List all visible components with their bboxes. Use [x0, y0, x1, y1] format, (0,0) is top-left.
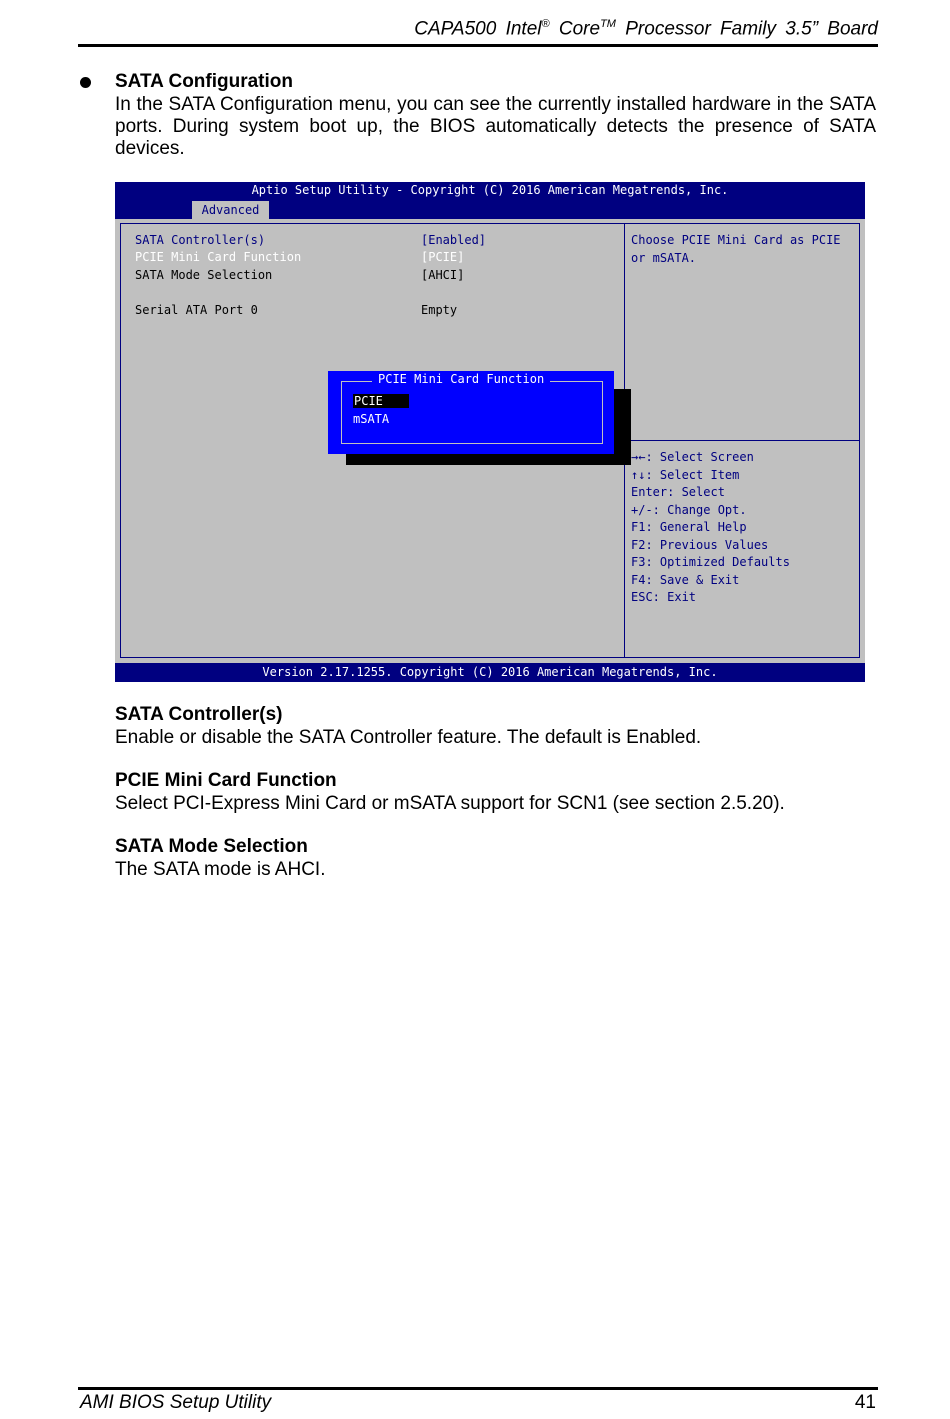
popup-option-msata[interactable]: mSATA: [353, 412, 390, 426]
header-product: Processor Family 3.5” Board: [615, 18, 878, 40]
key-change-opt: +/-: Change Opt.: [631, 502, 747, 517]
item-serial-ata-port-value: Empty: [421, 303, 458, 317]
bullet-icon: [80, 77, 91, 88]
desc-text-sata-mode: The SATA mode is AHCI.: [115, 859, 326, 880]
registered-mark: ®: [541, 18, 550, 30]
popup-title: PCIE Mini Card Function: [372, 372, 550, 386]
desc-text-pcie-mini-card: Select PCI-Express Mini Card or mSATA support for SCN1 (see section 2.5.20).: [115, 793, 785, 814]
key-f1: F1: General Help: [631, 520, 747, 534]
header-rule: [78, 44, 878, 47]
key-select-item: ↑↓: Select Item: [631, 467, 740, 482]
bios-title: Aptio Setup Utility - Copyright (C) 2016 American Megatrends, Inc.: [251, 183, 729, 197]
key-esc: ESC: Exit: [631, 590, 697, 604]
header-core: Core: [549, 18, 601, 40]
item-pcie-mini-card-label[interactable]: PCIE Mini Card Function: [135, 250, 302, 264]
bios-screenshot: [115, 182, 865, 682]
bios-version: Version 2.17.1255. Copyright (C) 2016 American Megatrends, Inc.: [262, 665, 718, 679]
bios-key-legend: [631, 449, 790, 607]
popup-option-pcie[interactable]: PCIE: [353, 394, 409, 408]
item-serial-ata-port-label: Serial ATA Port 0: [135, 303, 258, 317]
key-f3: F3: Optimized Defaults: [631, 555, 790, 569]
bios-help-divider: [625, 440, 860, 441]
item-sata-controllers-label[interactable]: SATA Controller(s): [135, 233, 266, 247]
item-sata-controllers-value[interactable]: [Enabled]: [421, 233, 487, 247]
item-sata-mode-label[interactable]: SATA Mode Selection: [135, 268, 273, 282]
footer-rule: [78, 1387, 878, 1390]
desc-title-sata-mode: SATA Mode Selection: [115, 836, 308, 857]
desc-text-sata-controllers: Enable or disable the SATA Controller feature. The default is Enabled.: [115, 727, 702, 748]
section-title: SATA Configuration: [115, 71, 294, 92]
header-brand: CAPA500 Intel: [414, 18, 542, 40]
tab-advanced[interactable]: Advanced: [192, 201, 269, 219]
item-sata-mode-value[interactable]: [AHCI]: [421, 268, 465, 282]
key-select-screen: →←: Select Screen: [631, 450, 754, 464]
key-f2: F2: Previous Values: [631, 537, 769, 552]
desc-title-sata-controllers: SATA Controller(s): [115, 704, 283, 725]
section-intro: In the SATA Configuration menu, you can see the currently installed hardware in the SATA ports. During system boot up, the BIOS automatically detects the presence of SATA devices.: [115, 94, 876, 159]
desc-title-pcie-mini-card: PCIE Mini Card Function: [115, 770, 337, 791]
trademark-mark: TM: [600, 18, 616, 30]
key-f4: F4: Save & Exit: [631, 572, 740, 587]
bios-help-text: Choose PCIE Mini Card as PCIE or mSATA.: [631, 233, 841, 265]
key-enter: Enter: Select: [631, 485, 725, 499]
page-header: [80, 18, 878, 42]
footer-title: AMI BIOS Setup Utility: [80, 1392, 272, 1413]
bios-title-bar: [115, 182, 865, 219]
popup-dialog: [328, 371, 614, 454]
bios-footer-bar: [115, 663, 865, 682]
item-pcie-mini-card-value[interactable]: [PCIE]: [421, 250, 465, 264]
page-number: 41: [854, 1392, 876, 1413]
